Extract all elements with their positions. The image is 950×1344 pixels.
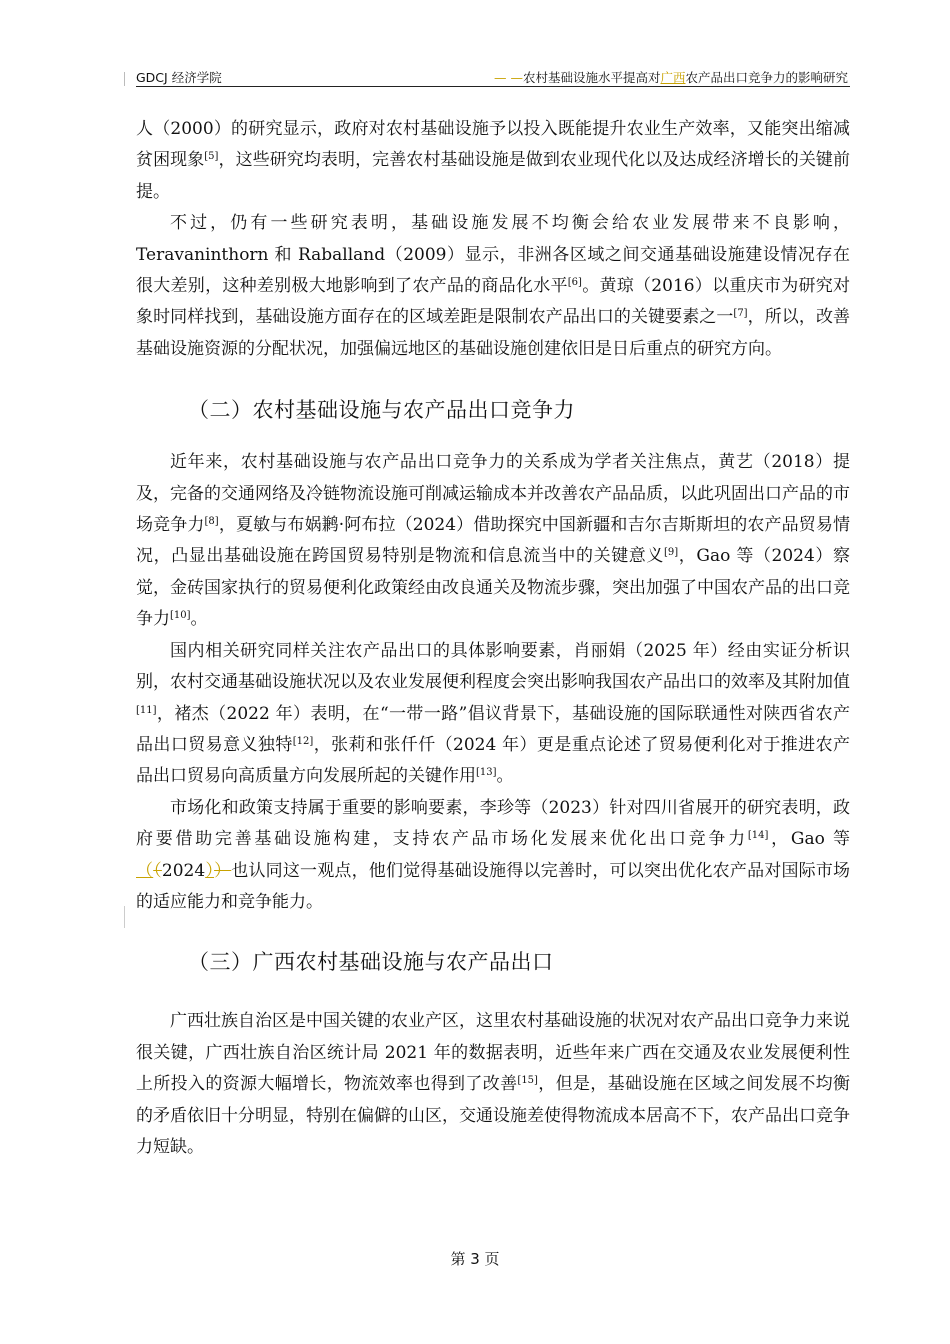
tracked-delete-close-paren: ） bbox=[214, 860, 232, 881]
p2-text-a: 不过，仍有一些研究表明，基础设施发展不均衡会给农业发展带来不良影响，Teravaninthorn 和 Raballand（2009）显示，非洲各区域之间交通基础设施建设情况存在很大差别，这种差别极大地影响到了农产品的商品化水平 bbox=[136, 213, 850, 297]
citation-11: [11] bbox=[136, 704, 157, 716]
p4-text-c: ，张莉和张仟仟（2024 年）更是重点论述了贸易便利化对于推进农产品出口贸易向高质量方向发展所起的关键作用 bbox=[136, 734, 851, 787]
p5-text-b: ，Gao 等 bbox=[768, 829, 851, 850]
tracked-insert-open-paren: （ bbox=[136, 860, 154, 881]
paragraph-2 bbox=[136, 208, 850, 365]
p5-text-c: 也认同这一观点，他们觉得基础设施得以完善时，可以突出优化农产品对国际市场的适应能力和竞争能力。 bbox=[136, 860, 851, 912]
paragraph-5 bbox=[136, 793, 850, 919]
p2-text-c: ，所以，改善基础设施资源的分配状况，加强偏远地区的基础设施创建依旧是日后重点的研究方向。 bbox=[136, 307, 851, 359]
p1-text-a: 人（2000）的研究显示，政府对农村基础设施予以投入既能提升农业生产效率，又能突出缩减贫困现象 bbox=[136, 119, 850, 171]
paragraph-6 bbox=[136, 1006, 850, 1163]
header-margin-mark bbox=[124, 72, 125, 86]
p6-text-a: 广西壮族自治区是中国关键的农业产区，这里农村基础设施的状况对农产品出口竞争力来说很关键，广西壮族自治区统计局 2021 年的数据表明，近些年来广西在交通及农业发展便利性上所投入的资源大幅增长，物流效率也得到了改善 bbox=[136, 1011, 850, 1095]
page-header bbox=[136, 66, 850, 86]
p2-text-b: 。黄琼（2016）以重庆市为研究对象时同样找到，基础设施方面存在的区域差距是限制农产品出口的关键要素之一 bbox=[136, 276, 851, 328]
tracked-insert-close-paren: ） bbox=[205, 860, 215, 881]
citation-10: [10] bbox=[170, 610, 191, 622]
paragraph-1 bbox=[136, 114, 850, 208]
paragraph-3 bbox=[136, 447, 850, 635]
p4-text-a: 国内相关研究同样关注农产品出口的具体影响要素，肖丽娟（2025 年）经由实证分析识别，农村交通基础设施状况以及农业发展便利程度会突出影响我国农产品出口的效率及其附加值 bbox=[136, 640, 850, 693]
citation-7: [7] bbox=[733, 308, 748, 320]
p4-text-b: ，褚杰（2022 年）表明，在“一带一路”倡议背景下，基础设施的国际联通性对陕西省农产品出口贸易意义独特 bbox=[136, 703, 850, 755]
header-title bbox=[494, 68, 848, 86]
revision-margin-bar bbox=[124, 906, 125, 928]
section-heading-2: （二）农村基础设施与农产品出口竞争力 bbox=[188, 398, 575, 423]
citation-9: [9] bbox=[664, 547, 679, 559]
p5-text-a: 市场化和政策支持属于重要的影响要素，李珍等（2023）针对四川省展开的研究表明，政府要借助完善基础设施构建，支持农产品市场化发展来优化出口竞争力 bbox=[136, 797, 850, 850]
p4-text-d: 。 bbox=[496, 766, 514, 787]
citation-5: [5] bbox=[204, 151, 219, 163]
header-dash: — — bbox=[493, 70, 523, 85]
p3-text-c: ，Gao 等（2024）察觉，金砖国家执行的贸易便利化政策经由改良通关及物流步骤，突出加强了中国农产品的出口竞争力 bbox=[136, 546, 851, 630]
p6-text-b: ，但是，基础设施在区域之间发展不均衡的矛盾依旧十分明显，特别在偏僻的山区，交通设施差使得物流成本居高不下，农产品出口竞争力短缺。 bbox=[136, 1074, 851, 1157]
citation-6: [6] bbox=[567, 277, 582, 289]
header-school: GDCJ 经济学院 bbox=[136, 70, 222, 85]
citation-14: [14] bbox=[747, 830, 769, 842]
p5-year: 2024 bbox=[161, 860, 206, 881]
p3-text-b: ，夏敏与布娲鹣·阿布拉（2024）借助探究中国新疆和吉尔吉斯斯坦的农产品贸易情况，凸显出基础设施在跨国贸易特别是物流和信息流当中的关键意义 bbox=[136, 515, 850, 567]
citation-12: [12] bbox=[292, 735, 314, 747]
p1-text-b: ，这些研究均表明，完善农村基础设施是做到农业现代化以及达成经济增长的关键前提。 bbox=[136, 150, 851, 202]
header-title-post: 农产品出口竞争力的影响研究 bbox=[685, 70, 848, 85]
tracked-delete-open-paren: （ bbox=[153, 860, 162, 881]
citation-13: [13] bbox=[476, 767, 497, 779]
header-title-highlight: 广西 bbox=[660, 70, 686, 85]
page-number: 第 3 页 bbox=[450, 1250, 500, 1268]
citation-15: [15] bbox=[517, 1075, 538, 1087]
section-heading-3: （三）广西农村基础设施与农产品出口 bbox=[188, 950, 554, 975]
paragraph-4 bbox=[136, 636, 850, 793]
page-body bbox=[136, 114, 850, 1163]
citation-8: [8] bbox=[204, 516, 219, 528]
header-title-pre: 农村基础设施水平提高对 bbox=[522, 70, 661, 85]
p3-text-d: 。 bbox=[190, 609, 208, 630]
header-rule bbox=[136, 86, 850, 87]
p3-text-a: 近年来，农村基础设施与农产品出口竞争力的关系成为学者关注焦点，黄艺（2018）提及，完备的交通网络及冷链物流设施可削减运输成本并改善农产品品质，以此巩固出口产品的市场竞争力 bbox=[136, 452, 850, 536]
